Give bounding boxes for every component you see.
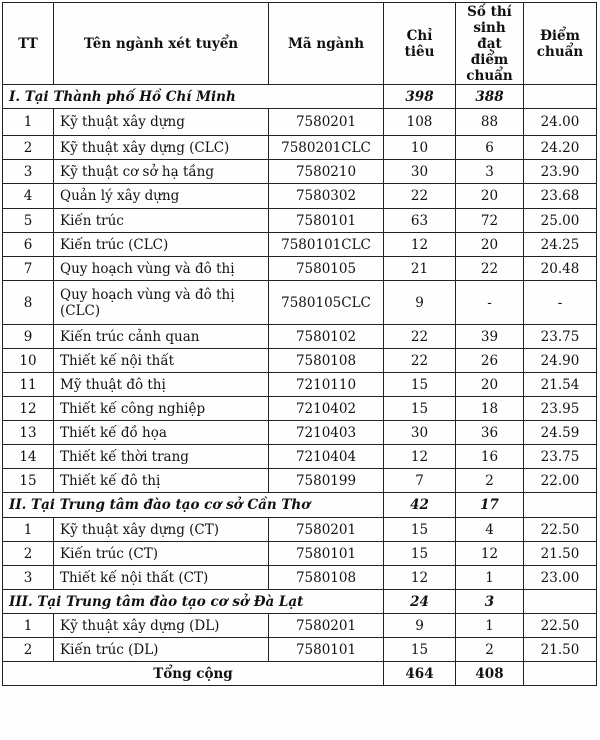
row-quota: 22 bbox=[384, 349, 456, 373]
row-passed: 36 bbox=[456, 421, 524, 445]
row-quota: 15 bbox=[384, 542, 456, 566]
section-passed: 3 bbox=[456, 590, 524, 614]
row-passed: 3 bbox=[456, 160, 524, 184]
section-empty-cell bbox=[524, 590, 597, 614]
row-tt: 2 bbox=[3, 542, 54, 566]
row-score: 24.90 bbox=[524, 349, 597, 373]
row-code: 7580210 bbox=[269, 160, 384, 184]
row-name: Mỹ thuật đô thị bbox=[54, 373, 269, 397]
row-score: 24.59 bbox=[524, 421, 597, 445]
row-tt: 9 bbox=[3, 325, 54, 349]
row-score: - bbox=[524, 281, 597, 325]
table-row bbox=[3, 257, 597, 281]
row-name: Kỹ thuật cơ sở hạ tầng bbox=[54, 160, 269, 184]
row-passed: - bbox=[456, 281, 524, 325]
table-row bbox=[3, 421, 597, 445]
row-score: 23.95 bbox=[524, 397, 597, 421]
header-quota: Chỉ tiêu bbox=[384, 3, 456, 85]
row-passed: 6 bbox=[456, 136, 524, 160]
row-quota: 22 bbox=[384, 325, 456, 349]
row-code: 7580108 bbox=[269, 566, 384, 590]
section-quota: 24 bbox=[384, 590, 456, 614]
row-score: 24.20 bbox=[524, 136, 597, 160]
row-quota: 30 bbox=[384, 160, 456, 184]
row-code: 7580201 bbox=[269, 518, 384, 542]
row-score: 23.75 bbox=[524, 325, 597, 349]
row-passed: 20 bbox=[456, 184, 524, 209]
table-row bbox=[3, 397, 597, 421]
total-empty-cell bbox=[524, 662, 597, 686]
row-tt: 2 bbox=[3, 136, 54, 160]
row-code: 7580201 bbox=[269, 614, 384, 638]
row-tt: 3 bbox=[3, 160, 54, 184]
row-passed: 12 bbox=[456, 542, 524, 566]
table-row bbox=[3, 233, 597, 257]
row-code: 7210110 bbox=[269, 373, 384, 397]
row-passed: 20 bbox=[456, 373, 524, 397]
row-code: 7580108 bbox=[269, 349, 384, 373]
row-tt: 1 bbox=[3, 614, 54, 638]
row-name: Kỹ thuật xây dựng bbox=[54, 109, 269, 136]
row-tt: 11 bbox=[3, 373, 54, 397]
row-tt: 14 bbox=[3, 445, 54, 469]
row-tt: 15 bbox=[3, 469, 54, 493]
row-score: 23.75 bbox=[524, 445, 597, 469]
total-label: Tổng cộng bbox=[3, 662, 384, 686]
row-score: 20.48 bbox=[524, 257, 597, 281]
row-passed: 1 bbox=[456, 614, 524, 638]
row-passed: 88 bbox=[456, 109, 524, 136]
total-quota: 464 bbox=[384, 662, 456, 686]
row-tt: 12 bbox=[3, 397, 54, 421]
section-row bbox=[3, 85, 597, 109]
row-score: 25.00 bbox=[524, 209, 597, 233]
row-quota: 9 bbox=[384, 614, 456, 638]
row-passed: 2 bbox=[456, 469, 524, 493]
row-quota: 22 bbox=[384, 184, 456, 209]
table-row bbox=[3, 209, 597, 233]
row-name: Kiến trúc (CT) bbox=[54, 542, 269, 566]
table-row bbox=[3, 469, 597, 493]
header-tt: TT bbox=[3, 3, 54, 85]
table-row bbox=[3, 373, 597, 397]
row-score: 24.25 bbox=[524, 233, 597, 257]
row-tt: 6 bbox=[3, 233, 54, 257]
row-quota: 12 bbox=[384, 566, 456, 590]
section-passed: 388 bbox=[456, 85, 524, 109]
row-code: 7580101 bbox=[269, 542, 384, 566]
section-row bbox=[3, 493, 597, 518]
total-passed: 408 bbox=[456, 662, 524, 686]
table-row bbox=[3, 109, 597, 136]
row-code: 7580105CLC bbox=[269, 281, 384, 325]
row-name: Thiết kế đô thị bbox=[54, 469, 269, 493]
row-passed: 20 bbox=[456, 233, 524, 257]
table-row bbox=[3, 542, 597, 566]
row-score: 23.90 bbox=[524, 160, 597, 184]
row-quota: 21 bbox=[384, 257, 456, 281]
section-quota: 42 bbox=[384, 493, 456, 518]
row-name: Kiến trúc (DL) bbox=[54, 638, 269, 662]
section-quota: 398 bbox=[384, 85, 456, 109]
row-quota: 7 bbox=[384, 469, 456, 493]
row-code: 7580101 bbox=[269, 209, 384, 233]
row-code: 7580102 bbox=[269, 325, 384, 349]
row-tt: 10 bbox=[3, 349, 54, 373]
table-row bbox=[3, 160, 597, 184]
row-name: Kiến trúc cảnh quan bbox=[54, 325, 269, 349]
row-tt: 8 bbox=[3, 281, 54, 325]
row-tt: 1 bbox=[3, 518, 54, 542]
row-quota: 15 bbox=[384, 638, 456, 662]
table-row bbox=[3, 325, 597, 349]
row-passed: 26 bbox=[456, 349, 524, 373]
row-passed: 2 bbox=[456, 638, 524, 662]
section-passed: 17 bbox=[456, 493, 524, 518]
row-quota: 30 bbox=[384, 421, 456, 445]
total-row bbox=[3, 662, 597, 686]
table-row bbox=[3, 184, 597, 209]
row-code: 7210402 bbox=[269, 397, 384, 421]
row-score: 22.00 bbox=[524, 469, 597, 493]
row-passed: 39 bbox=[456, 325, 524, 349]
row-name: Thiết kế đồ họa bbox=[54, 421, 269, 445]
row-tt: 2 bbox=[3, 638, 54, 662]
row-tt: 7 bbox=[3, 257, 54, 281]
row-score: 21.50 bbox=[524, 542, 597, 566]
table-row bbox=[3, 136, 597, 160]
row-code: 7580101CLC bbox=[269, 233, 384, 257]
admission-score-table bbox=[2, 2, 597, 686]
row-score: 21.50 bbox=[524, 638, 597, 662]
row-tt: 1 bbox=[3, 109, 54, 136]
header-row bbox=[3, 3, 597, 85]
row-passed: 1 bbox=[456, 566, 524, 590]
row-score: 24.00 bbox=[524, 109, 597, 136]
row-quota: 15 bbox=[384, 397, 456, 421]
row-tt: 13 bbox=[3, 421, 54, 445]
row-tt: 5 bbox=[3, 209, 54, 233]
row-tt: 3 bbox=[3, 566, 54, 590]
row-quota: 108 bbox=[384, 109, 456, 136]
row-name: Kiến trúc bbox=[54, 209, 269, 233]
row-quota: 10 bbox=[384, 136, 456, 160]
row-quota: 15 bbox=[384, 518, 456, 542]
row-name: Kỹ thuật xây dựng (CLC) bbox=[54, 136, 269, 160]
table-row bbox=[3, 638, 597, 662]
section-row bbox=[3, 590, 597, 614]
section-title: II. Tại Trung tâm đào tạo cơ sở Cần Thơ bbox=[3, 493, 384, 518]
row-code: 7210404 bbox=[269, 445, 384, 469]
section-title: III. Tại Trung tâm đào tạo cơ sở Đà Lạt bbox=[3, 590, 384, 614]
table-row bbox=[3, 518, 597, 542]
row-score: 23.00 bbox=[524, 566, 597, 590]
row-name: Kiến trúc (CLC) bbox=[54, 233, 269, 257]
row-quota: 12 bbox=[384, 445, 456, 469]
row-code: 7580201 bbox=[269, 109, 384, 136]
row-passed: 16 bbox=[456, 445, 524, 469]
table-row bbox=[3, 281, 597, 325]
row-name: Kỹ thuật xây dựng (CT) bbox=[54, 518, 269, 542]
row-score: 22.50 bbox=[524, 614, 597, 638]
row-quota: 63 bbox=[384, 209, 456, 233]
row-name: Thiết kế thời trang bbox=[54, 445, 269, 469]
row-quota: 12 bbox=[384, 233, 456, 257]
row-code: 7580302 bbox=[269, 184, 384, 209]
section-title: I. Tại Thành phố Hồ Chí Minh bbox=[3, 85, 384, 109]
row-code: 7580105 bbox=[269, 257, 384, 281]
table-row bbox=[3, 445, 597, 469]
table-row bbox=[3, 566, 597, 590]
row-name: Thiết kế công nghiệp bbox=[54, 397, 269, 421]
header-score: Điểm chuẩn bbox=[524, 3, 597, 85]
row-name: Thiết kế nội thất bbox=[54, 349, 269, 373]
table-row bbox=[3, 349, 597, 373]
row-passed: 18 bbox=[456, 397, 524, 421]
table-row bbox=[3, 614, 597, 638]
row-passed: 72 bbox=[456, 209, 524, 233]
section-empty-cell bbox=[524, 493, 597, 518]
row-name: Thiết kế nội thất (CT) bbox=[54, 566, 269, 590]
row-code: 7580101 bbox=[269, 638, 384, 662]
row-name: Quy hoạch vùng và đô thị bbox=[54, 257, 269, 281]
document-page bbox=[2, 2, 596, 736]
row-code: 7580201CLC bbox=[269, 136, 384, 160]
row-passed: 22 bbox=[456, 257, 524, 281]
row-name: Quy hoạch vùng và đô thị (CLC) bbox=[54, 281, 269, 325]
row-code: 7580199 bbox=[269, 469, 384, 493]
row-quota: 15 bbox=[384, 373, 456, 397]
header-name: Tên ngành xét tuyển bbox=[54, 3, 269, 85]
section-empty-cell bbox=[524, 85, 597, 109]
row-score: 23.68 bbox=[524, 184, 597, 209]
row-score: 22.50 bbox=[524, 518, 597, 542]
row-name: Quản lý xây dựng bbox=[54, 184, 269, 209]
row-tt: 4 bbox=[3, 184, 54, 209]
row-code: 7210403 bbox=[269, 421, 384, 445]
header-code: Mã ngành bbox=[269, 3, 384, 85]
row-name: Kỹ thuật xây dựng (DL) bbox=[54, 614, 269, 638]
row-score: 21.54 bbox=[524, 373, 597, 397]
row-passed: 4 bbox=[456, 518, 524, 542]
row-quota: 9 bbox=[384, 281, 456, 325]
header-passed: Số thí sinh đạt điểm chuẩn bbox=[456, 3, 524, 85]
